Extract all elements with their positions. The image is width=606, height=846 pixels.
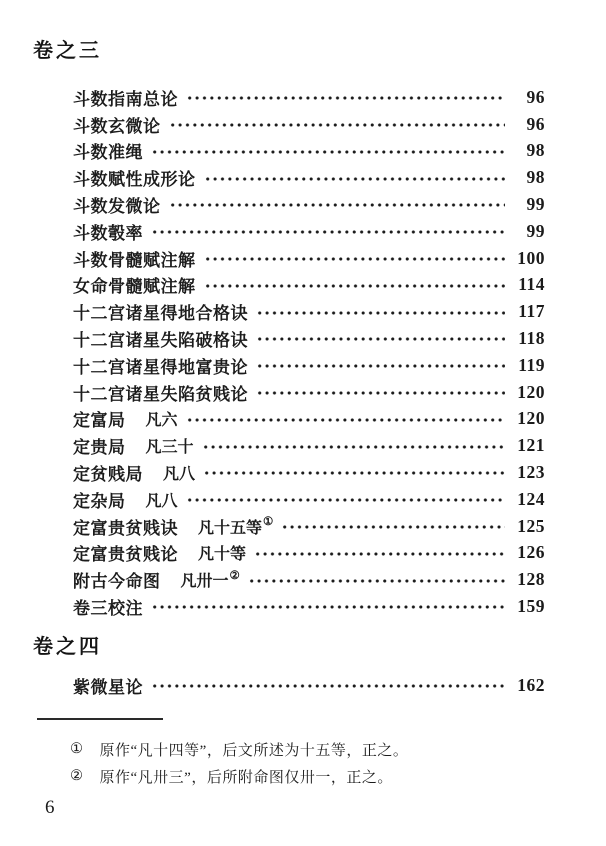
toc-entry-title: 十二宫诸星得地富贵论 [73, 357, 248, 377]
dot-leader [186, 486, 505, 513]
toc-entry-title: 紫微星论 [73, 677, 143, 697]
toc-page-number: 126 [517, 542, 545, 563]
toc-page-number: 123 [517, 462, 545, 483]
toc-page-number: 99 [526, 220, 545, 241]
toc-page-number: 159 [517, 596, 545, 617]
toc-entry-title: 十二宫诸星失陷贫贱论 [73, 384, 248, 404]
toc-sections [0, 40, 606, 699]
toc-page-number: 124 [517, 488, 545, 509]
section-heading: 卷之四 [33, 635, 102, 658]
footnote-divider [37, 718, 163, 720]
toc-entry-title: 定杂局 [73, 491, 126, 511]
toc-entry-title: 卷三校注 [73, 599, 143, 619]
toc-entry-title: 斗数赋性成形论 [73, 170, 196, 190]
toc-entry-subtitle: 凡八 [163, 466, 196, 484]
toc-entry [73, 325, 545, 352]
footnotes [70, 736, 606, 790]
toc-entry [73, 432, 545, 459]
toc-entry [73, 218, 545, 245]
toc-entry [73, 672, 545, 699]
toc-entry [73, 406, 545, 433]
dot-leader [186, 84, 505, 111]
toc-page-number: 119 [518, 354, 545, 375]
footnote-ref: ② [229, 569, 240, 582]
dot-leader [203, 459, 505, 486]
toc-entry [73, 84, 545, 111]
toc-list [73, 84, 545, 620]
toc-entry-subtitle: 凡八 [145, 492, 178, 510]
footnote-item [70, 763, 606, 790]
toc-entry-title: 十二宫诸星得地合格诀 [73, 304, 248, 324]
dot-leader [151, 138, 505, 165]
toc-entry-title: 斗数发微论 [73, 197, 161, 217]
toc-entry-title: 十二宫诸星失陷破格诀 [73, 331, 248, 351]
toc-entry-title: 女命骨髓赋注解 [73, 277, 196, 297]
toc-page-number: 118 [518, 328, 545, 349]
toc-entry-subtitle: 凡十等 [198, 546, 247, 564]
page-number: 6 [45, 796, 55, 818]
dot-leader [151, 593, 505, 620]
toc-page-number: 120 [517, 408, 545, 429]
toc-entry-title: 定贵局 [73, 438, 126, 458]
dot-leader [186, 406, 505, 433]
toc-entry-title: 定富贵贫贱论 [73, 545, 178, 565]
toc-page-number: 114 [518, 274, 545, 295]
dot-leader [204, 272, 506, 299]
dot-leader [151, 218, 505, 245]
toc-page-number: 121 [517, 435, 545, 456]
toc-entry [73, 352, 545, 379]
footnote-text: 原作“凡十四等”，后文所述为十五等，正之。 [99, 742, 409, 759]
toc-entry [73, 513, 545, 540]
toc-page-number: 120 [517, 381, 545, 402]
toc-entry-title: 斗数玄微论 [73, 116, 161, 136]
toc-entry [73, 593, 545, 620]
toc-entry [73, 298, 545, 325]
toc-page-number: 117 [518, 301, 545, 322]
toc-page-number: 98 [526, 140, 545, 161]
toc-entry [73, 459, 545, 486]
toc-entry-title: 定富贵贫贱诀 [73, 518, 178, 538]
toc-page-number: 99 [526, 194, 545, 215]
toc-entry [73, 164, 545, 191]
footnote-ref: ① [263, 516, 274, 529]
toc-entry-subtitle: 凡卅一 [180, 573, 229, 591]
dot-leader [204, 245, 506, 272]
toc-entry [73, 111, 545, 138]
toc-entry [73, 540, 545, 567]
dot-leader [202, 432, 505, 459]
footnote-text: 原作“凡卅三”，后所附命图仅卅一，正之。 [99, 769, 393, 786]
toc-entry-title: 定富局 [73, 411, 126, 431]
toc-page-number: 96 [526, 86, 545, 107]
toc-page-number: 100 [517, 247, 545, 268]
toc-entry-title: 斗数指南总论 [73, 89, 178, 109]
toc-entry [73, 566, 545, 593]
toc-entry [73, 191, 545, 218]
dot-leader [169, 111, 506, 138]
toc-entry [73, 379, 545, 406]
dot-leader [169, 191, 506, 218]
footnote-marker: ① [70, 740, 84, 757]
dot-leader [256, 379, 505, 406]
toc-entry-subtitle: 凡十五等 [198, 519, 263, 537]
toc-entry [73, 138, 545, 165]
dot-leader [281, 513, 505, 540]
toc-entry-subtitle: 凡三十 [145, 439, 194, 457]
dot-leader [256, 325, 505, 352]
dot-leader [151, 672, 505, 699]
footnote-marker: ② [70, 767, 84, 784]
dot-leader [256, 298, 505, 325]
dot-leader [248, 566, 505, 593]
toc-page-number: 96 [526, 113, 545, 134]
toc-entry [73, 486, 545, 513]
toc-entry-subtitle: 凡六 [145, 412, 178, 430]
toc-entry-title: 斗数骨髓赋注解 [73, 250, 196, 270]
toc-entry-title: 斗数彀率 [73, 223, 143, 243]
toc-entry [73, 272, 545, 299]
toc-entry [73, 245, 545, 272]
toc-entry-title: 斗数准绳 [73, 143, 143, 163]
section-heading: 卷之三 [33, 40, 102, 62]
toc-entry-title: 定贫贱局 [73, 465, 143, 485]
toc-page-number: 98 [526, 167, 545, 188]
toc-page-number: 125 [517, 515, 545, 536]
toc-entry-title: 附古今命图 [73, 572, 161, 592]
toc-page-number: 162 [517, 674, 545, 695]
footnote-item [70, 736, 606, 763]
dot-leader [204, 164, 506, 191]
dot-leader [256, 352, 505, 379]
dot-leader [254, 540, 505, 567]
toc-page-number: 128 [517, 569, 545, 590]
toc-list [73, 672, 545, 699]
